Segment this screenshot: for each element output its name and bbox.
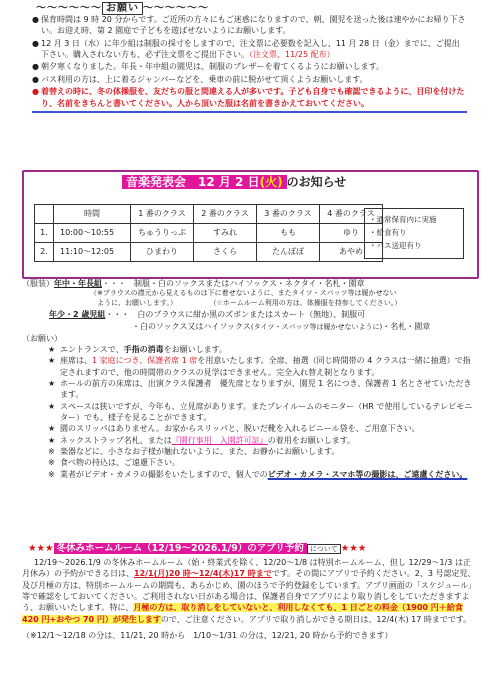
concert-title-date: 音楽発表会 12 月 2 日	[126, 175, 260, 189]
dress-text: ・・・ 白のブラウスに紺か黒のズボンまたはスカート（無地）、制服可	[105, 310, 366, 320]
concert-title-day: (火)	[259, 175, 283, 189]
request-item	[22, 435, 477, 446]
notice-item	[32, 74, 467, 85]
divider	[32, 111, 467, 113]
bullet-icon: ●	[32, 74, 39, 84]
star-icon: ★	[48, 356, 56, 366]
winter-text: です。その間にアプリで予約ください。2、3 号認定児、及び月極の方は、特別ホームルームの期間も、あらかじめ、園のほうで予約登録をしています。アプリ画面の「スケジュール」等で確認をしておいてください。ご利用されない日がある場合は、保護者自身でアプリにより取り消しをしていただきますよう、お願いいたします。特に、	[22, 569, 477, 613]
table-row	[35, 243, 383, 262]
winter-booking-period: 12/1(月)20 時〜12/4(木)17 時まで	[134, 569, 272, 579]
dress-grade-upper: 年中・年長組	[54, 279, 102, 288]
request-permit-name: 『園行事用 入園許可証』	[171, 435, 268, 445]
class-cell: さくら	[194, 243, 257, 262]
request-emphasis: 手指の消毒	[123, 344, 164, 354]
notices-list	[32, 14, 467, 113]
header-deco-left: 〜〜〜〜〜〜	[36, 3, 102, 14]
star-icon: ★★★	[28, 543, 54, 554]
bullet-icon: ●	[32, 62, 39, 72]
dress-row-lower-2	[22, 321, 477, 333]
request-item	[22, 401, 477, 424]
bullet-icon: ●	[32, 38, 39, 48]
note-mark: ※	[48, 447, 55, 457]
class-cell: ひまわり	[131, 243, 194, 262]
class-cell: すみれ	[194, 224, 257, 243]
class-cell: ゆり	[320, 224, 383, 243]
request-item	[22, 446, 477, 457]
table-header-cell: 2 番のクラス	[194, 205, 257, 224]
request-no-filming: ビデオ・カメラ・スマホ等の撮影は、ご遠慮ください。	[267, 469, 468, 479]
request-text: を用意いたします。全席、抽選（同じ時間帯の 4 クラスは一緒に抽選）で指定されますので、他の時間帯のクラスの見学はできません。完全入れ替え制となります。	[60, 356, 471, 377]
requests-label: （お願い）	[22, 333, 62, 343]
winter-body	[22, 557, 477, 642]
table-header-cell: 3 番のクラス	[257, 205, 320, 224]
note-mark: ※	[48, 458, 55, 468]
winter-fee-warning: 月極の方は、取り消しをしていないと、利用しなくても、1 日ごとの料金（1900 円＋給食 420 円+おやつ 70 円）が発生します	[22, 603, 463, 624]
request-text: 楽器などに、小さなお子様が触れないように、また、お静かにお願いします。	[60, 447, 340, 457]
dress-homeroom-note: （☆ホームルーム利用の方は、体操服を持参してください。）	[212, 299, 402, 308]
header-title: お願い	[102, 2, 143, 15]
star-icon: ★	[48, 401, 56, 411]
star-icon: ★	[48, 424, 56, 434]
notice-text-highlight: 着替えの時に、冬の体操服を、友だちの服と間違える人が多いです。子ども自身でも確認できるように、目印を付けたり、名前をきちんと書いてください。人から頂いた服は名前を書きかえておいてください。	[41, 87, 465, 108]
notice-item	[32, 86, 467, 109]
request-seat-limit: 1 家庭につき、保護者席 1 席	[92, 356, 198, 366]
row-number: 2.	[35, 243, 54, 262]
request-item	[22, 457, 477, 468]
dress-text: ・白のソックス又はハイソックス	[132, 321, 251, 331]
winter-paragraph	[22, 557, 477, 625]
concert-info-box	[364, 208, 464, 259]
request-item	[22, 469, 477, 480]
table-header-row	[35, 205, 383, 224]
dress-grade-lower: 年少・2 歳児組	[49, 310, 106, 320]
notice-item	[32, 38, 467, 61]
request-text: をお願いします。	[163, 344, 227, 354]
class-cell: あやめ	[320, 243, 383, 262]
table-header-cell: 1 番のクラス	[131, 205, 194, 224]
request-item	[22, 423, 477, 434]
table-row	[35, 224, 383, 243]
request-text: 園のスリッパはありません。お家からスリッパと、脱いだ靴を入れるビニール袋を、ご用意下さい。	[60, 424, 420, 434]
dress-label: （服装）	[22, 279, 54, 288]
dress-note-line2	[22, 299, 477, 309]
dress-and-requests	[22, 278, 477, 480]
request-text: ホールの前方の床席は、出演クラス保護者 優先席となりますが、園児 1 名につき、保護者 1 名とさせていただきます。	[60, 378, 472, 400]
class-cell: もも	[257, 224, 320, 243]
info-line: ・通常保育内に実施	[369, 215, 437, 224]
request-text: エントランスで、	[60, 344, 124, 354]
winter-title-suffix: について	[307, 544, 341, 554]
star-icon: ★	[48, 344, 56, 354]
notice-text: 12 月 3 日（水）に年少組は制服の採寸をしますので、注文票に必要数を記入し、11 月 28 日（金）までに、ご提出下さい。購入されない方も、必ず注文票をご提出下さい。	[41, 38, 460, 60]
notice-distribution-note: （注文票、11/25 配布）	[249, 50, 335, 60]
bullet-icon: ●	[32, 15, 39, 24]
notice-text: 保育時間は 9 時 20 分からです。ご近所の方々にもご迷惑になりますので、朝、園児を送った後は速やかにお帰り下さい。お迎え時、第 2 園庭で子どもを遊ばせないようにお願いします。	[41, 15, 466, 36]
dress-note: (タイツ・スパッツ等は履かせないように)	[250, 322, 383, 331]
notice-text: 朝夕寒くなりました。年長・年中組の園児は、制服のブレザーを着てくるようにお願いします。	[41, 62, 385, 72]
request-text: 業者がビデオ・カメラの撮影をいたしますので、個人での	[60, 469, 268, 479]
note-mark: ※	[48, 469, 55, 479]
dress-row-lower	[22, 309, 477, 320]
winter-text: ので、ご注意ください。アプリで取り消しができる期日は、12/4(木) 17 時までです。	[160, 614, 472, 624]
class-cell: たんぽぽ	[257, 243, 320, 262]
concert-title-suffix: のお知らせ	[286, 175, 347, 189]
dress-text: ・名札・園章	[382, 321, 431, 331]
info-line: ・バス送迎有り	[369, 241, 422, 251]
request-item	[22, 378, 477, 401]
concert-title	[122, 174, 346, 191]
request-item	[22, 355, 477, 378]
dress-note: ように、お願いします。）	[97, 299, 177, 308]
request-text: 食べ物の持込は、ご遠慮下さい。	[60, 458, 180, 468]
winter-text: 12/19〜2026.1/9 の冬休みホームルーム（始・終業式を除く、12/20〜1/8 は特別ホームルーム、但し 12/29〜1/3 は正月休み）の予約ができる日は、	[22, 558, 471, 579]
winter-title	[28, 542, 366, 555]
request-text: 座席は、	[60, 356, 92, 366]
star-icon: ★	[48, 378, 56, 388]
notice-item	[32, 61, 467, 72]
dress-text: ・・・ 制服・白のソックスまたはハイソックス・ネクタイ・名札・園章	[102, 279, 365, 288]
request-text: ネックストラップ名札、または	[60, 435, 172, 445]
dress-note: （※ブラウスの襟元から見えるものは下に着せないように、またタイツ・スパッツ等は履かせない	[90, 289, 397, 298]
star-icon: ★★★	[340, 543, 367, 554]
dress-row-upper	[22, 278, 477, 289]
notice-text: バス利用の方は、上に着るジャンパーなどを、乗車の前に脱がせて頂くようお願いします。	[41, 74, 368, 84]
winter-footnote: （※12/1〜12/18 の分は、11/21, 20 時から 1/10〜1/31 の分は、12/21, 20 時から予約できます）	[22, 631, 393, 641]
request-text: スペースは狭いですが、今年も、立見席があります。またプレイルームのモニター（HR で使用しているテレビモニター）でも、様子を見ることができます。	[60, 401, 473, 423]
winter-title-text: 冬休みホームルーム（12/19〜2026.1/9）のアプリ予約	[54, 543, 307, 554]
bullet-icon: ●	[32, 87, 39, 97]
table-header-cell: 4 番のクラス	[320, 205, 383, 224]
concert-schedule-table	[34, 204, 383, 262]
table-header-cell: 時間	[54, 205, 131, 224]
header-deco-right: 〜〜〜〜〜〜	[143, 3, 209, 14]
info-line: ・給食有り	[369, 228, 407, 238]
request-item	[22, 344, 477, 355]
row-number: 1.	[35, 224, 54, 243]
notice-item	[32, 14, 467, 37]
row-time: 11:10〜12:05	[54, 243, 131, 262]
star-icon: ★	[48, 435, 56, 445]
row-time: 10:00〜10:55	[54, 224, 131, 243]
request-text: の着用をお願いします。	[267, 435, 356, 445]
class-cell: ちゅうりっぷ	[131, 224, 194, 243]
table-header-cell	[35, 205, 54, 224]
